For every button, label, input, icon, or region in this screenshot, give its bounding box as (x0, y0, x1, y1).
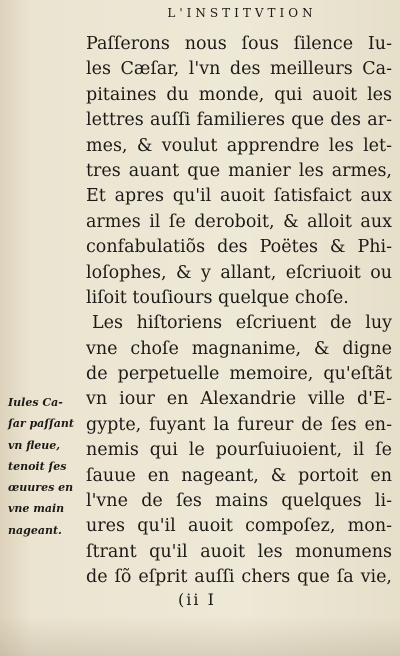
text-line: pitaines du monde, qui auoit les (86, 84, 392, 105)
text-line: tres auant que manier les armes, (86, 160, 392, 181)
marginal-note (8, 392, 88, 541)
text-line: vne choſe magnanime, & digne (86, 338, 392, 359)
marginal-note-line: ſar paſſant (8, 417, 74, 431)
text-line: les Cæſar, l'vn des meilleurs Ca- (86, 59, 392, 80)
text-line: lettres auſſi familieres que des ar- (86, 110, 392, 131)
marginal-note-line: vn fleue, (8, 438, 61, 452)
text-line: loſophes, & y allant, eſcriuoit ou (86, 262, 392, 283)
body-text (86, 32, 392, 591)
text-line: de ſõ eſprit auſſi chers que ſa vie, (86, 567, 392, 588)
text-line: Les hiſtoriens eſcriuent de luy (92, 313, 392, 334)
text-line: ures qu'il auoit compoſez, mon- (86, 516, 392, 537)
text-line: ſtrant qu'il auoit les monumens (86, 541, 392, 562)
text-line: ſauue en nageant, & portoit en (86, 465, 392, 486)
marginal-note-line: vne main (8, 502, 65, 516)
signature-mark: (ii I (178, 590, 216, 609)
running-head: L'INSTITVTION (167, 6, 317, 20)
text-line: liſoit touſiours quelque choſe. (86, 287, 349, 308)
text-line: de perpetuelle memoire, qu'eſtãt (86, 364, 392, 385)
marginal-note-line: nageant. (8, 523, 62, 537)
text-line: l'vne de ſes mains quelques li- (86, 491, 392, 512)
marginal-note-line: Iules Ca- (8, 396, 63, 409)
text-line: vn iour en Alexandrie ville d'E- (86, 389, 392, 410)
marginal-note-line: œuures en (8, 481, 74, 495)
text-line: confabulatiõs des Poëtes & Phi- (86, 237, 392, 258)
text-line: mes, & voulut apprendre les let- (86, 135, 392, 156)
text-line: armes il ſe deroboit, & alloit aux (86, 211, 392, 232)
text-line: Et apres qu'il auoit ſatisfaict aux (86, 186, 392, 207)
text-line: gypte, fuyant la fureur de ſes en- (86, 414, 392, 435)
text-line: nemis qui le pourſuiuoient, il ſe (86, 440, 392, 461)
text-line: Paſſerons nous ſous ſilence Iu- (86, 34, 392, 54)
marginal-note-line: tenoit ſes (8, 459, 67, 473)
